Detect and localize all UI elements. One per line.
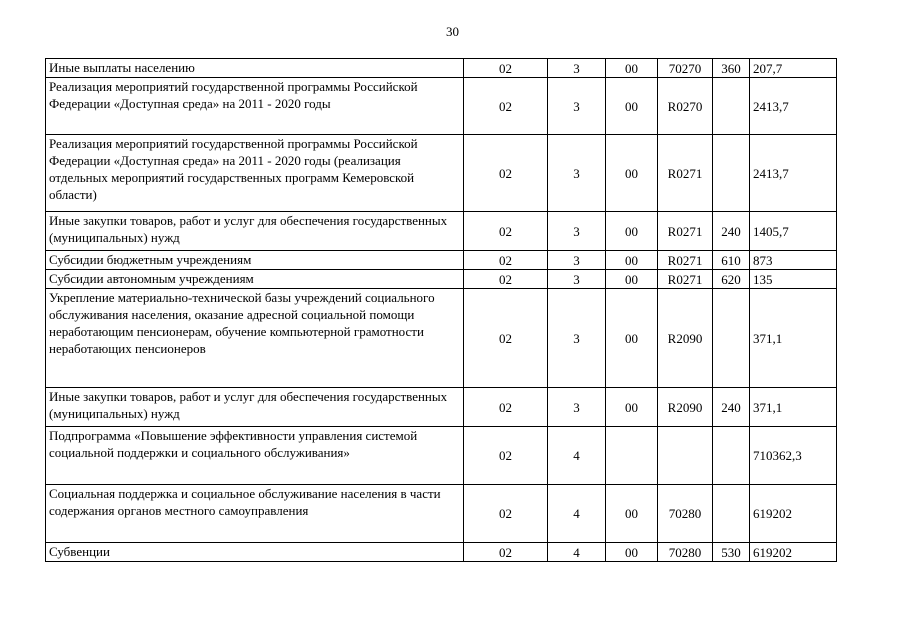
budget-table	[45, 58, 837, 562]
table-row	[46, 270, 837, 289]
row-section: 02	[464, 270, 548, 289]
row-article: R0271	[658, 135, 713, 212]
row-section: 02	[464, 289, 548, 388]
row-program: 00	[606, 212, 658, 251]
row-subsection: 3	[548, 388, 606, 427]
row-subsection: 4	[548, 427, 606, 485]
page-number: 30	[446, 24, 459, 39]
row-name: Реализация мероприятий государственной программы Российской Федерации «Доступная среда» на 2011 - 2020 годы (реализация отдельных мероприятий государственных программ Кемеровской области)	[46, 135, 464, 212]
row-section: 02	[464, 485, 548, 543]
row-amount: 135	[750, 270, 837, 289]
row-amount: 710362,3	[750, 427, 837, 485]
row-expense-type: 530	[713, 543, 750, 562]
row-article: 70270	[658, 59, 713, 78]
row-program: 00	[606, 270, 658, 289]
row-name: Субсидии бюджетным учреждениям	[46, 251, 464, 270]
table-row	[46, 212, 837, 251]
row-expense-type: 360	[713, 59, 750, 78]
row-amount: 1405,7	[750, 212, 837, 251]
row-article: 70280	[658, 485, 713, 543]
table-row	[46, 427, 837, 485]
row-amount: 207,7	[750, 59, 837, 78]
row-expense-type	[713, 427, 750, 485]
row-amount: 873	[750, 251, 837, 270]
table-row	[46, 135, 837, 212]
row-amount: 619202	[750, 485, 837, 543]
row-section: 02	[464, 543, 548, 562]
row-article	[658, 427, 713, 485]
row-expense-type	[713, 78, 750, 135]
row-name: Социальная поддержка и социальное обслуживание населения в части содержания органов местного самоуправления	[46, 485, 464, 543]
row-name: Укрепление материально-технической базы учреждений социального обслуживания населения, оказание адресной социальной помощи неработающим пенсионерам, обучение компьютерной грамотности неработающих пенсионеров	[46, 289, 464, 388]
row-program: 00	[606, 78, 658, 135]
row-subsection: 3	[548, 78, 606, 135]
row-subsection: 3	[548, 135, 606, 212]
row-program: 00	[606, 543, 658, 562]
row-amount: 371,1	[750, 388, 837, 427]
row-section: 02	[464, 388, 548, 427]
row-expense-type: 240	[713, 388, 750, 427]
row-section: 02	[464, 78, 548, 135]
row-article: R0271	[658, 270, 713, 289]
table-row	[46, 251, 837, 270]
row-section: 02	[464, 427, 548, 485]
row-expense-type	[713, 289, 750, 388]
row-expense-type	[713, 135, 750, 212]
row-program: 00	[606, 59, 658, 78]
row-article: R0271	[658, 251, 713, 270]
row-program: 00	[606, 388, 658, 427]
row-amount: 619202	[750, 543, 837, 562]
row-name: Иные закупки товаров, работ и услуг для обеспечения государственных (муниципальных) нужд	[46, 212, 464, 251]
row-expense-type	[713, 485, 750, 543]
row-article: 70280	[658, 543, 713, 562]
row-amount: 371,1	[750, 289, 837, 388]
row-subsection: 3	[548, 59, 606, 78]
row-subsection: 3	[548, 270, 606, 289]
row-name: Подпрограмма «Повышение эффективности управления системой социальной поддержки и социального обслуживания»	[46, 427, 464, 485]
row-article: R0270	[658, 78, 713, 135]
row-amount: 2413,7	[750, 135, 837, 212]
table-row	[46, 543, 837, 562]
row-section: 02	[464, 212, 548, 251]
row-program: 00	[606, 251, 658, 270]
row-subsection: 3	[548, 289, 606, 388]
table-row	[46, 289, 837, 388]
table-row	[46, 59, 837, 78]
row-expense-type: 240	[713, 212, 750, 251]
row-section: 02	[464, 251, 548, 270]
row-subsection: 4	[548, 543, 606, 562]
row-name: Субвенции	[46, 543, 464, 562]
row-section: 02	[464, 135, 548, 212]
row-program	[606, 427, 658, 485]
row-amount: 2413,7	[750, 78, 837, 135]
row-expense-type: 620	[713, 270, 750, 289]
row-article: R2090	[658, 289, 713, 388]
row-subsection: 3	[548, 251, 606, 270]
row-article: R0271	[658, 212, 713, 251]
row-article: R2090	[658, 388, 713, 427]
row-expense-type: 610	[713, 251, 750, 270]
row-section: 02	[464, 59, 548, 78]
row-name: Реализация мероприятий государственной программы Российской Федерации «Доступная среда» на 2011 - 2020 годы	[46, 78, 464, 135]
row-name: Иные закупки товаров, работ и услуг для обеспечения государственных (муниципальных) нужд	[46, 388, 464, 427]
table-row	[46, 388, 837, 427]
row-program: 00	[606, 289, 658, 388]
table-row	[46, 78, 837, 135]
row-subsection: 4	[548, 485, 606, 543]
row-program: 00	[606, 135, 658, 212]
table-row	[46, 485, 837, 543]
row-program: 00	[606, 485, 658, 543]
row-name: Субсидии автономным учреждениям	[46, 270, 464, 289]
row-subsection: 3	[548, 212, 606, 251]
row-name: Иные выплаты населению	[46, 59, 464, 78]
